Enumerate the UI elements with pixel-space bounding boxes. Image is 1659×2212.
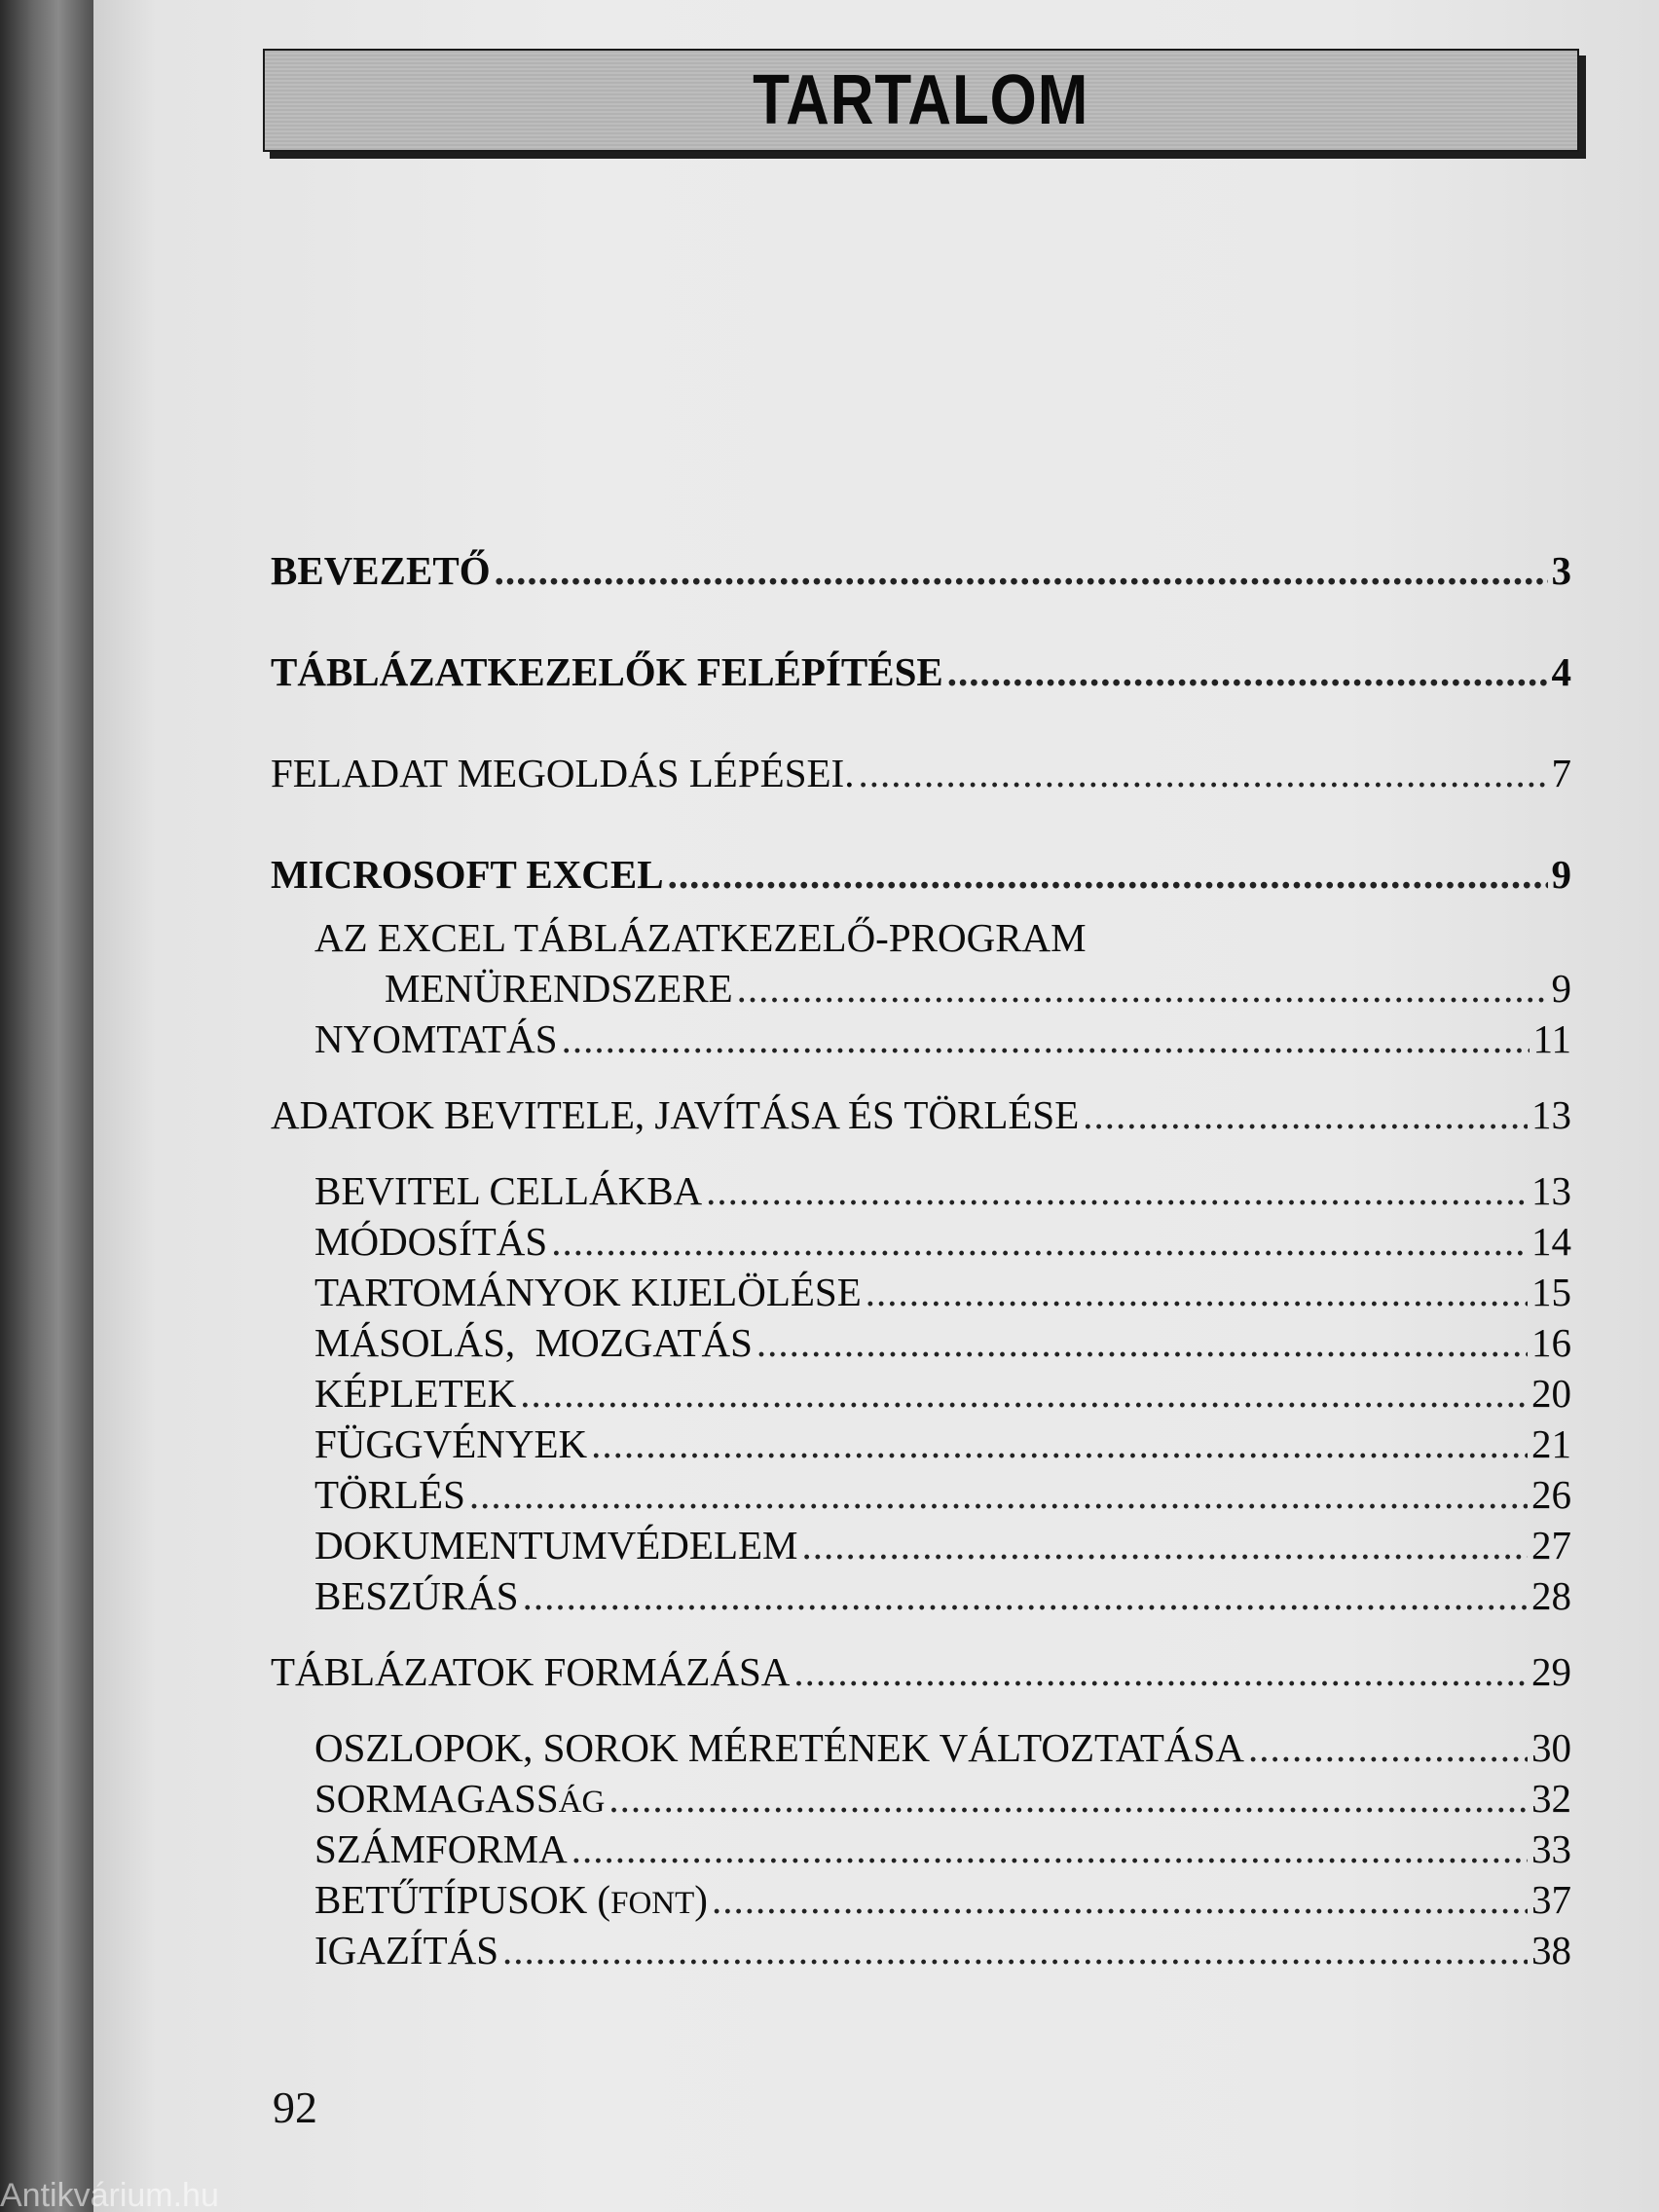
toc-entry-bevitel [271,1165,1571,1216]
leader-dots [866,1267,1528,1317]
toc-entry-bevezeto [271,545,1571,596]
toc-entry-szamforma [271,1824,1571,1874]
toc-page-number: 4 [1551,649,1571,694]
toc-page-number: 14 [1531,1219,1571,1264]
leader-dots [737,963,1548,1014]
toc-label [314,1773,605,1827]
toc-label [314,1874,708,1929]
leader-dots [802,1520,1528,1570]
page-title: TARTALOM [753,61,1089,139]
watermark: Antikvárium.hu [0,2177,219,2212]
toc-page-number: 15 [1531,1270,1571,1314]
toc-label: BEVEZETŐ [271,548,491,593]
leader-dots [1248,1722,1528,1773]
toc-page-number: 9 [1551,966,1571,1011]
toc-label: NYOMTATÁS [314,1016,558,1061]
leader-dots [756,1317,1528,1368]
toc-entry-beszuras [271,1570,1571,1621]
toc-label-main: SORMAGASS [314,1776,559,1821]
toc-label: SZÁMFORMA [314,1826,568,1871]
toc-label: KÉPLETEK [314,1371,517,1416]
leader-dots [520,1368,1528,1419]
toc-page-number: 16 [1531,1320,1571,1365]
toc-page-number: 37 [1531,1877,1571,1922]
toc-page-number: 11 [1532,1016,1571,1061]
toc-page-number: 3 [1551,548,1571,593]
toc-label-part-b: ŰTÍPUSOK ( [389,1877,611,1922]
toc-entry-adatok [271,1089,1571,1140]
toc-label: TÁBLÁZATOK FORMÁZÁSA [271,1649,791,1694]
toc-page-number: 29 [1531,1649,1571,1694]
leader-dots [495,545,1548,596]
toc-label: MÓDOSÍTÁS [314,1219,548,1264]
leader-dots [562,1014,1530,1064]
toc-entry-dokumentum [271,1520,1571,1570]
leader-dots [523,1570,1528,1621]
toc-entry-formazas [271,1646,1571,1697]
toc-label: BESZÚRÁS [314,1573,519,1618]
toc-entry-fuggvenyek [271,1419,1571,1469]
toc-label: IGAZÍTÁS [314,1928,499,1972]
toc-label: OSZLOPOK, SOROK MÉRETÉNEK VÁLTOZTATÁSA [314,1725,1244,1770]
toc-entry-tartomanyok [271,1267,1571,1317]
leader-dots [591,1419,1528,1469]
leader-dots [793,1646,1528,1697]
leader-dots [1083,1089,1528,1140]
toc-page-number: 7 [1551,751,1571,795]
toc-page-number: 21 [1531,1421,1571,1466]
page-number: 92 [273,2083,317,2132]
toc-page-number: 9 [1551,852,1571,897]
toc-entry-masolas [271,1317,1571,1368]
toc-page-number: 30 [1531,1725,1571,1770]
toc-page-number: 13 [1531,1092,1571,1137]
toc-entry-felepites [271,646,1571,697]
toc-entry-menu-line1: AZ EXCEL TÁBLÁZATKEZELŐ-PROGRAM [314,915,1087,960]
toc-label: TÖRLÉS [314,1472,465,1517]
toc-label: TÁBLÁZATKEZELŐK FELÉPÍTÉSE [271,649,943,694]
toc-page-number: 28 [1531,1573,1571,1618]
table-of-contents [271,545,1571,1975]
toc-entry-oszlopok [271,1722,1571,1773]
toc-entry-sormagassag [271,1773,1571,1824]
toc-entry-modositas [271,1216,1571,1267]
toc-entry-betutipusok [271,1874,1571,1925]
leader-dots [712,1874,1528,1925]
leader-dots [502,1925,1528,1975]
toc-label: ADATOK BEVITELE, JAVÍTÁSA ÉS TÖRLÉSE [271,1092,1080,1137]
toc-entry-feladat [271,748,1571,798]
toc-label: MENÜRENDSZERE [385,966,733,1011]
leader-dots [706,1165,1528,1216]
leader-dots [571,1824,1528,1874]
toc-label: DOKUMENTUMVÉDELEM [314,1523,798,1567]
book-spine [0,0,97,2212]
toc-page-number: 32 [1531,1776,1571,1821]
leader-dots [858,748,1547,798]
leader-dots [668,849,1548,900]
toc-entry-igazitas [271,1925,1571,1975]
leader-dots [469,1469,1528,1520]
toc-entry-excel [271,849,1571,900]
toc-page-number: 26 [1531,1472,1571,1517]
leader-dots [947,646,1548,697]
toc-label: TARTOMÁNYOK KIJELÖLÉSE [314,1270,862,1314]
toc-label: MÁSOLÁS, MOZGATÁS [314,1320,753,1365]
toc-label: FÜGGVÉNYEK [314,1421,588,1466]
toc-entry-menu [271,963,1571,1014]
toc-label-small-caps: ÁG [558,1785,606,1820]
toc-entry-nyomtatas [271,1014,1571,1064]
title-banner [263,49,1579,152]
toc-label: MICROSOFT EXCEL [271,852,664,897]
leader-dots [551,1216,1528,1267]
toc-label: BEVITEL CELLÁKBA [314,1168,703,1213]
toc-label-small-caps: FONT [610,1886,695,1921]
toc-page-number: 13 [1531,1168,1571,1213]
toc-page-number: 27 [1531,1523,1571,1567]
leader-dots [608,1773,1528,1824]
toc-label-part-c: ) [694,1877,708,1922]
toc-page-number: 33 [1531,1826,1571,1871]
toc-entry-kepletek [271,1368,1571,1419]
toc-entry-torles [271,1469,1571,1520]
toc-label: FELADAT MEGOLDÁS LÉPÉSEI. [271,751,855,795]
toc-page-number: 38 [1531,1928,1571,1972]
toc-label-part-a: BET [314,1877,390,1922]
toc-page-number: 20 [1531,1371,1571,1416]
